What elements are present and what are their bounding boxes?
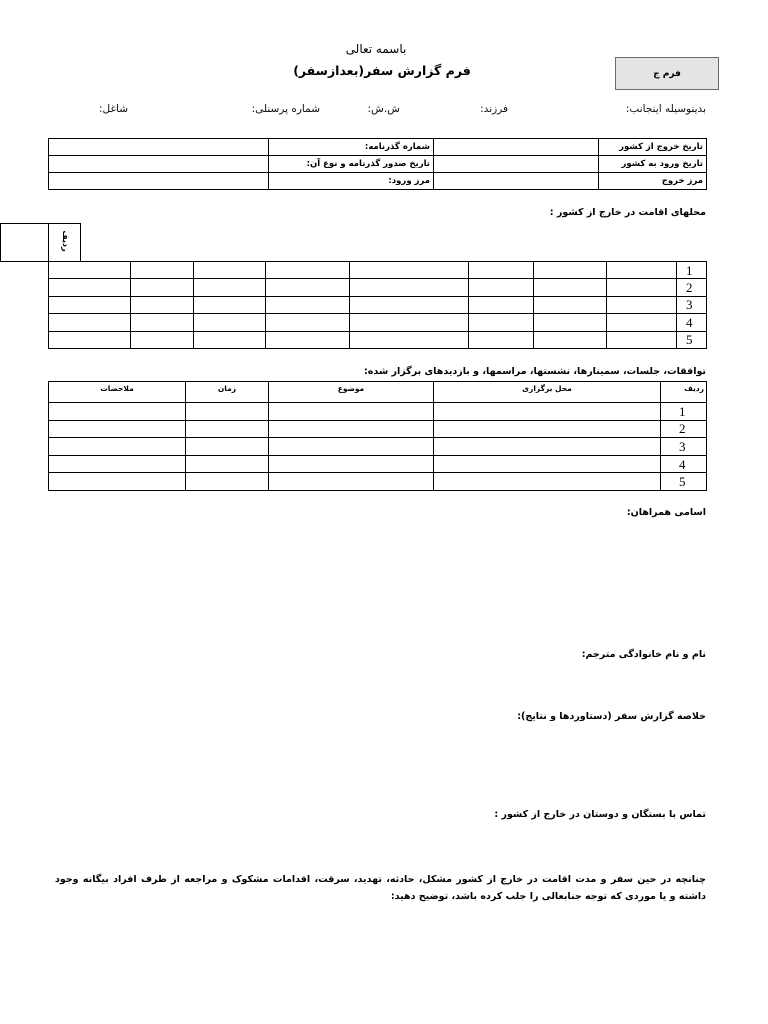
- table-row: [49, 438, 707, 456]
- subject-cell: [269, 473, 434, 491]
- summary-section-title: خلاصه گزارش سفر (دستاوردها و نتایج):: [517, 711, 706, 722]
- column-header-subject: موضوع: [269, 382, 434, 403]
- residence-cell: [266, 262, 350, 279]
- residence-cell: [469, 279, 534, 296]
- residence-cell: [266, 296, 350, 313]
- table-row: [49, 262, 707, 279]
- residence-cell: [534, 296, 607, 313]
- column-header-remarks: ملاحضات: [49, 382, 186, 403]
- table-row: [49, 279, 707, 296]
- residence-cell: [49, 314, 131, 331]
- residence-cell: [350, 262, 469, 279]
- residence-cell: [194, 296, 266, 313]
- residence-cell: [469, 296, 534, 313]
- bismillah-heading: باسمه تعالی: [345, 42, 407, 56]
- residence-cell: [266, 331, 350, 348]
- personnel-number-label: شماره پرسنلی:: [251, 103, 320, 115]
- time-cell: [186, 403, 269, 421]
- residence-cell: [607, 296, 677, 313]
- table-row: [49, 314, 707, 331]
- passport-issue-cell: [49, 156, 269, 173]
- residence-cell: [194, 314, 266, 331]
- residence-cell: [607, 314, 677, 331]
- subject-cell: [269, 403, 434, 421]
- table-row: [49, 296, 707, 313]
- residence-cell: [350, 296, 469, 313]
- residence-cell: [350, 279, 469, 296]
- residence-cell: [49, 331, 131, 348]
- applicant-label: بدینوسیله اینجانب:: [625, 103, 706, 115]
- time-cell: [186, 420, 269, 438]
- row-number: 4: [661, 455, 707, 473]
- passport-issue-label: تاریخ صدور گذرنامه و نوع آن:: [269, 156, 434, 173]
- subject-cell: [269, 420, 434, 438]
- residence-cell: [469, 314, 534, 331]
- row-number: 3: [661, 438, 707, 456]
- residence-cell: [534, 262, 607, 279]
- row-header-divider: [48, 224, 49, 261]
- passport-number-label: شماره گذرنامه:: [269, 139, 434, 156]
- entry-date-label: تاریخ ورود به کشور: [599, 156, 707, 173]
- remarks-cell: [49, 438, 186, 456]
- residence-cell: [607, 262, 677, 279]
- travel-info-table: [48, 138, 707, 190]
- venue-cell: [434, 403, 661, 421]
- column-header-row: ردیف: [661, 382, 707, 403]
- residence-cell: [131, 314, 194, 331]
- subject-cell: [269, 438, 434, 456]
- table-row: [49, 420, 707, 438]
- residence-cell: [534, 314, 607, 331]
- remarks-cell: [49, 455, 186, 473]
- remarks-cell: [49, 473, 186, 491]
- companions-section-title: اسامی همراهان:: [626, 507, 706, 518]
- row-number: 4: [677, 314, 707, 331]
- residence-cell: [607, 279, 677, 296]
- table-row: [49, 455, 707, 473]
- remarks-cell: [49, 420, 186, 438]
- residence-cell: [194, 279, 266, 296]
- remarks-cell: [49, 403, 186, 421]
- residence-table: [48, 261, 707, 349]
- table-header-row: [49, 382, 707, 403]
- row-number: 1: [661, 403, 707, 421]
- entry-date-cell: [434, 156, 599, 173]
- table-row: [49, 156, 707, 173]
- exit-date-cell: [434, 139, 599, 156]
- row-number: 3: [677, 296, 707, 313]
- entry-border-cell: [49, 173, 269, 190]
- venue-cell: [434, 420, 661, 438]
- row-number: 5: [677, 331, 707, 348]
- time-cell: [186, 473, 269, 491]
- residence-cell: [49, 279, 131, 296]
- form-title: فرم گزارش سفر(بعدازسفر): [293, 63, 471, 78]
- table-row: [49, 331, 707, 348]
- residence-cell: [49, 296, 131, 313]
- residence-cell: [350, 314, 469, 331]
- incidents-note: چنانچه در حین سفر و مدت اقامت در خارج از کشور مشکل، حادثه، تهدید، سرقت، اقدامات مشکوک و مراجعه از طرف افراد بیگانه وجود داشته و یا موردی که توجه جنابعالی را جلب کرده باشد، توضیح دهید:: [55, 874, 706, 902]
- exit-border-cell: [434, 173, 599, 190]
- form-code-label: فرم ج: [653, 68, 681, 79]
- residence-cell: [469, 262, 534, 279]
- subject-cell: [269, 455, 434, 473]
- exit-date-label: تاریخ خروج از کشور: [599, 139, 707, 156]
- residence-cell: [194, 331, 266, 348]
- contacts-section-title: تماس با بستگان و دوستان در خارج از کشور :: [494, 809, 706, 820]
- exit-border-label: مرز خروج: [599, 173, 707, 190]
- residence-cell: [131, 279, 194, 296]
- meetings-section-title: توافقات، جلسات، سمینارها، نشستها، مراسمها، و بازدیدهای برگزار شده:: [363, 366, 706, 377]
- residence-cell: [194, 262, 266, 279]
- residence-cell: [534, 279, 607, 296]
- translator-section-title: نام و نام خانوادگی مترجم:: [581, 649, 706, 660]
- residence-cell: [131, 296, 194, 313]
- time-cell: [186, 438, 269, 456]
- residence-section-title: محلهای اقامت در خارج از کشور :: [549, 207, 706, 218]
- residence-cell: [266, 314, 350, 331]
- residence-cell: [49, 262, 131, 279]
- father-name-label: فرزند:: [480, 103, 508, 115]
- venue-cell: [434, 455, 661, 473]
- row-number: 2: [677, 279, 707, 296]
- residence-cell: [607, 331, 677, 348]
- row-header-box: [0, 223, 81, 262]
- entry-border-label: مرز ورود:: [269, 173, 434, 190]
- passport-number-cell: [49, 139, 269, 156]
- meetings-table: [48, 381, 707, 491]
- residence-cell: [266, 279, 350, 296]
- venue-cell: [434, 473, 661, 491]
- time-cell: [186, 455, 269, 473]
- column-header-time: زمان: [186, 382, 269, 403]
- row-number: 5: [661, 473, 707, 491]
- venue-cell: [434, 438, 661, 456]
- column-header-venue: محل برگزاری: [434, 382, 661, 403]
- residence-cell: [131, 331, 194, 348]
- row-number: 2: [661, 420, 707, 438]
- residence-cell: [131, 262, 194, 279]
- table-row: [49, 473, 707, 491]
- table-row: [49, 173, 707, 190]
- row-header-label: ردیف: [61, 230, 70, 252]
- table-row: [49, 403, 707, 421]
- form-code-box: [615, 57, 719, 90]
- id-number-label: ش.ش:: [367, 103, 400, 115]
- table-row: [49, 139, 707, 156]
- occupation-label: شاغل:: [99, 103, 128, 115]
- residence-cell: [469, 331, 534, 348]
- residence-cell: [350, 331, 469, 348]
- residence-cell: [534, 331, 607, 348]
- row-number: 1: [677, 262, 707, 279]
